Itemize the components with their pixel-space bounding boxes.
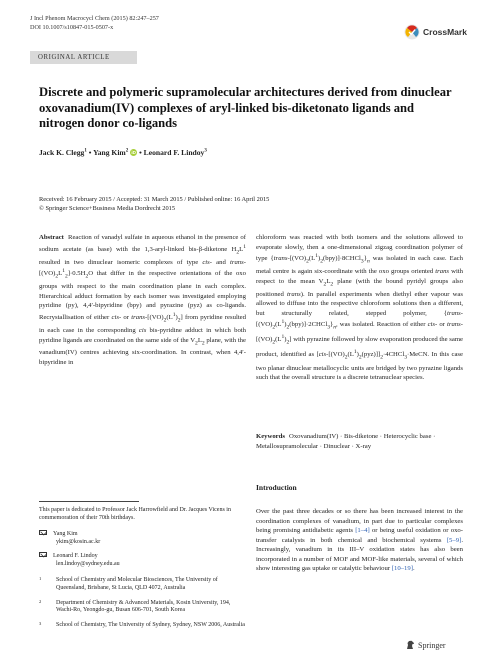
author-name[interactable]: Jack K. Clegg [39, 148, 85, 157]
dedication-note: This paper is dedicated to Professor Jack Harrowfield and Dr. Jacques Vicens in commemoration of their 70th birthdays. [39, 507, 231, 521]
dates-line: Received: 16 February 2015 / Accepted: 31 March 2015 / Published online: 16 April 2015 [39, 196, 270, 203]
author-name[interactable]: Leonard F. Lindoy [143, 148, 205, 157]
author-separator: • [88, 148, 92, 157]
mail-icon [39, 552, 47, 557]
crossmark-icon [404, 24, 420, 40]
contact-kim [39, 530, 246, 546]
section-heading-introduction: Introduction [256, 483, 297, 492]
contact-name: Yang Kim [53, 531, 78, 537]
abstract-right-column: chloroform was reacted with both isomers and the solutions allowed to evaporate slowly, then a one-dimensional zigzag coordination polymer of type $\{trans-[(VO)_2(L^1)_2(bpy)]\cdot 8CHCl_3\}_n$ was isolated in each case. Each metal centre is again six-coordinate with the oxo groups oriented trans with respect to the mean $V_2L_2$ plane (with the bound pyridyl groups also positioned trans). In parallel experiments when diethyl ether vapour was allowed to diffuse into the respective chloroform solutions then a different, but structurally related, stepped polymer, $\{trans-[(VO)_2(L^1)_2(bpy)]\cdot 2CHCl_3\}_n$, was isolated. Reaction of either cis- or trans-$[(VO)_2(L^1)_2]$ with pyrazine followed by slow evaporation produced the same product, identified as $[cis-[(VO)_2(L^1)_2(pyz)]]_2\cdot 4CHCl_3\cdot MeCN$. In this case two planar dinuclear metallocyclic units are bridged by two pyrazine ligands such that the overall structure is a discrete tetranuclear species. [256, 234, 464, 382]
copyright-line: © Springer Science+Business Media Dordrecht 2015 [39, 204, 176, 212]
journal-citation: J Incl Phenom Macrocycl Chem (2015) 82:247–257 [30, 15, 159, 22]
contact-email[interactable]: ykim@kosin.ac.kr [56, 538, 101, 545]
affiliation-1: 1 School of Chemistry and Molecular Biosciences, The University of Queensland, Brisbane, St Lucia, QLD 4072, Australia [39, 576, 218, 591]
citation-link[interactable]: [10–19] [391, 565, 413, 573]
abstract-label: Abstract [39, 234, 64, 241]
contact-name: Leonard F. Lindoy [53, 553, 98, 560]
citation-link[interactable]: [1–4] [355, 527, 370, 535]
publisher-logo [406, 640, 446, 650]
article-title: Discrete and polymeric supramolecular architectures derived from dinuclear oxovanadium(IV) complexes of aryl-linked bis-diketonato ligands and nitrogen donor co-ligands [39, 85, 452, 130]
footnote-block [39, 506, 246, 629]
publisher-name: Springer [418, 640, 446, 650]
doi[interactable]: DOI 10.1007/s10847-015-0507-x [30, 24, 114, 31]
article-type-badge: ORIGINAL ARTICLE [30, 51, 137, 64]
keywords-text: Oxovanadium(IV) · Bis-diketone · Heterocyclic base · Metallosupramolecular · Dinuclear · X-ray [256, 433, 436, 450]
keywords [256, 432, 463, 451]
orcid-icon[interactable]: iD [131, 150, 136, 155]
keywords-label: Keywords [256, 433, 285, 440]
contact-lindoy [39, 552, 246, 568]
author-name[interactable]: Yang Kim [93, 148, 126, 157]
introduction-text: Over the past three decades or so there has been increased interest in the coordination complexes of vanadium, in part due to particular complexes being promising antidiabetic agents [1–4] or being useful oxidation or oxo-transfer catalysts in both chemical and biochemical systems [5–9]. Increasingly, vanadium in its III–V oxidation states has also been incorporated in a number of MOF and MOF-like materials, several of which show interesting gas uptake or catalytic behaviour [10–19]. [256, 508, 463, 573]
crossmark-label: CrossMark [423, 27, 467, 37]
author-list: Jack K. Clegg$^1$ • Yang Kim$^2$ iD • Leonard F. Lindoy$^3$ [39, 148, 207, 157]
springer-horse-icon [406, 640, 415, 650]
mail-icon [39, 530, 47, 535]
abstract-left-column: Abstract Reaction of vanadyl sulfate in aqueous ethanol in the presence of sodium acetate (as base) with the 1,3-aryl-linked bis-β-diketone $H_2L^1$ resulted in two dinuclear isomeric complexes of type cis- and trans-$[(VO)_2L^1_2]\cdot 0.5H_2O$ that differ in the respective orientations of the oxo groups with respect to the main coordination plane in each complex. Hierarchical adduct formation by each isomer was investigated employing pyridine (py), 4,4′-bipyridine (bpy) and pyrazine (pyz) as co-ligands. Recrystallisation of either cis- or trans-$[(VO)_2(L^1)_2]$ from pyridine resulted in each case in the corresponding cis bis-pyridine adduct in which both pyridine ligands are coordinated on the same side of the $V_2L_2$ plane, with the vanadium(IV) centres achieving six-coordination. In contrast, when 4,4′-bipyridine in [39, 234, 247, 367]
crossmark-badge[interactable] [404, 24, 467, 40]
journal-header [30, 14, 159, 32]
publication-dates [39, 196, 269, 213]
author-separator: • [139, 148, 142, 157]
footnote-divider [39, 501, 139, 502]
contact-email[interactable]: len.lindoy@sydney.edu.au [56, 560, 120, 567]
affiliation-3: 3 School of Chemistry, The University of Sydney, Sydney, NSW 2006, Australia [39, 620, 245, 628]
citation-link[interactable]: [5–9] [446, 536, 462, 544]
affiliation-2: 2 Department of Chemistry & Advanced Materials, Kosin University, 194, Wachi-Ro, Yeongdo-gu, Busan 606-701, South Korea [39, 598, 231, 614]
